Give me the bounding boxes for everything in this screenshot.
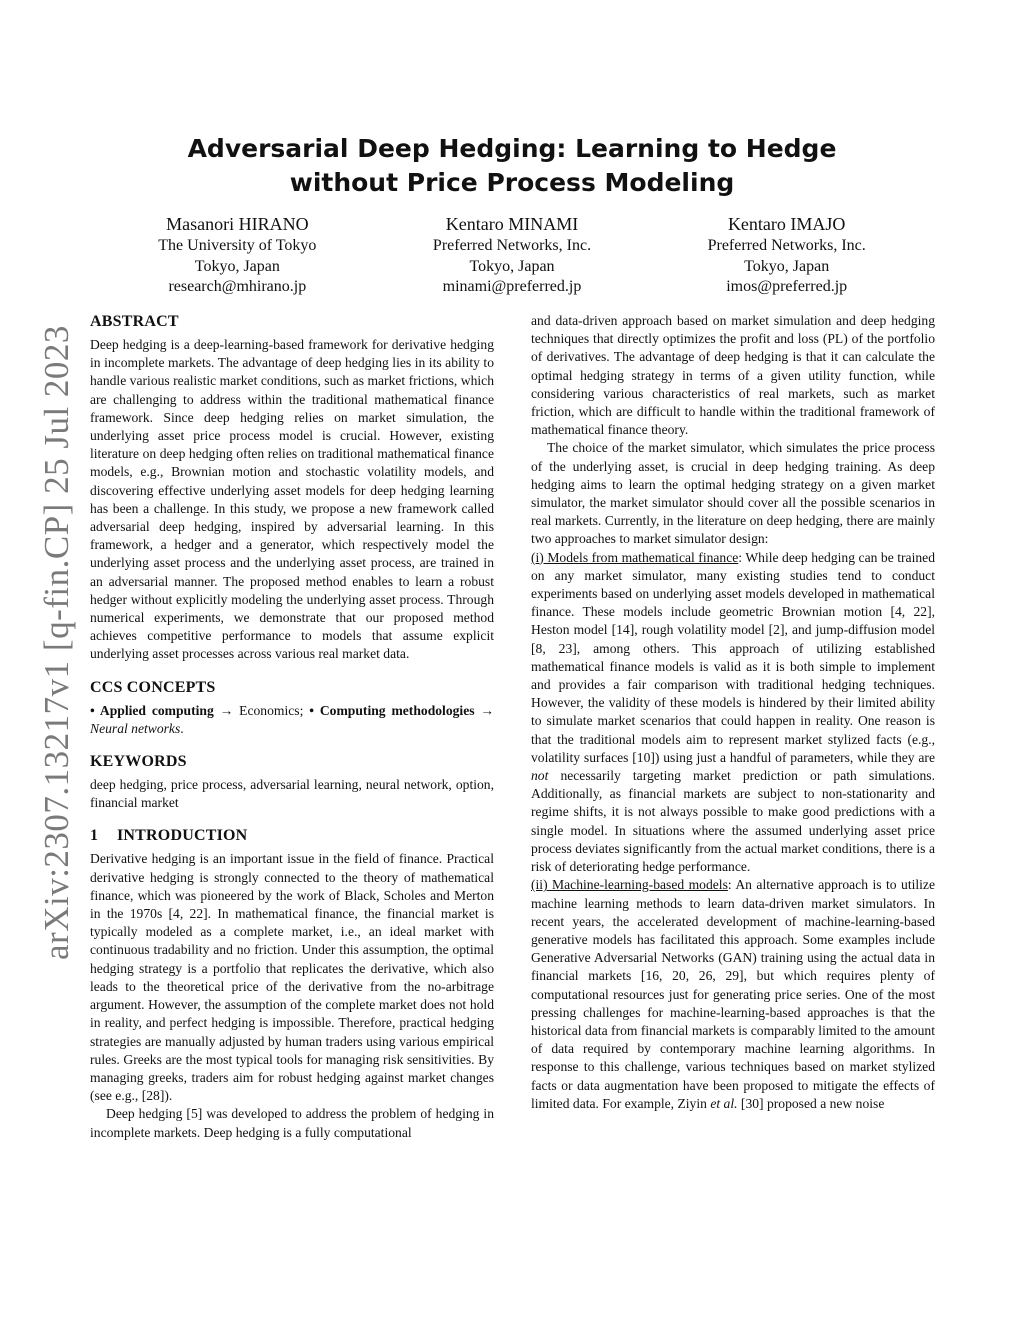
left-column xyxy=(90,312,494,1142)
author-location: Tokyo, Japan xyxy=(194,257,280,275)
ccs-arrow: → xyxy=(474,702,495,718)
introduction-heading xyxy=(90,826,494,846)
author-email[interactable]: research@mhirano.jp xyxy=(168,278,307,295)
approach-text-1a: : While deep hedging can be trained on any market simulator, many existing studies tend to conduct experiments based on underlying asset models developed in mathematical finance. These models include geometric Brownian motion [4, 22], Heston model [14], rough volatility model [2], and jump-diffusion model [8, 23], among others. This approach of utilizing established mathematical finance models is valid as it is both simple to implement and provides a fair comparison with traditional hedging techniques. However, the validity of these models is hindered by their limited ability to simulate market scenarios that could happen in reality. One reason is that the traditional models aim to represent market stylized facts (e.g., volatility surfaces [10]) using just a handful of parameters, while they are xyxy=(531,549,935,765)
title-line-2: without Price Process Modeling xyxy=(289,168,735,197)
paper-title xyxy=(130,132,894,200)
ccs-subterm-1: Economics xyxy=(239,702,300,718)
author-name: Masanori HIRANO xyxy=(166,214,309,234)
ccs-concepts xyxy=(90,702,494,738)
intro-paragraph-2: Deep hedging [5] was developed to address the problem of hedging in incomplete markets. Deep hedging is a fully computational xyxy=(90,1106,494,1140)
abstract-text: Deep hedging is a deep-learning-based framework for derivative hedging in incomplete markets. The advantage of deep hedging lies in its ability to handle various realistic market conditions, such as market frictions, which are challenging to address within the traditional mathematical finance framework. Since deep hedging relies on market simulation, the underlying asset price process model is crucial. However, existing literature on deep hedging often relies on traditional mathematical finance models, e.g., Brownian motion and stochastic volatility models, and discovering effective underlying asset models for deep hedging learning has been a challenge. In this study, we propose a new framework called adversarial deep hedging, inspired by adversarial learning. In this framework, a hedger and a generator, which respectively model the underlying asset process and the underlying asset process, are trained in an adversarial manner. The proposed method enables to learn a robust hedger without explicitly modeling the underlying asset process. Through numerical experiments, we demonstrate that our proposed method achieves competitive performance to models that assume explicit underlying asset processes across various real market data. xyxy=(90,337,494,662)
title-line-1: Adversarial Deep Hedging: Learning to Hedge xyxy=(187,134,837,163)
ccs-separator: ; xyxy=(299,702,310,718)
author-name: Kentaro MINAMI xyxy=(445,214,579,234)
approach-emphasis-1: not xyxy=(531,768,549,784)
approach-item-1 xyxy=(531,549,935,877)
author-location: Tokyo, Japan xyxy=(744,257,830,275)
approach-item-2 xyxy=(531,876,935,1113)
right-paragraph-2: The choice of the market simulator, which simulates the price process of the underlying asset, is crucial in deep hedging training. As deep hedging aims to learn the optimal hedging strategy on a given market simulator, the market simulator should cover all the possible scenarios in real markets. Currently, in the literature on deep hedging, there are mainly two approaches to market simulator design: xyxy=(531,440,935,547)
approach-emphasis-2: et al. xyxy=(710,1095,738,1111)
arxiv-identifier-text[interactable]: arXiv:2307.13217v1 [q-fin.CP] 25 Jul 2023 xyxy=(37,325,76,960)
ccs-term-2: • Computing methodologies xyxy=(309,702,475,718)
ccs-subterm-2: Neural networks xyxy=(90,720,181,736)
approach-text-1b: necessarily targeting market prediction or path simulations. Additionally, as financial markets are subject to non-stationarity and regime shifts, it is not always possible to make good predictions with a single model. In situations where the assumed underlying asset price process deviates significantly from the actual market conditions, there is a risk of deteriorating hedge performance. xyxy=(531,768,935,875)
intro-paragraph-1: Derivative hedging is an important issue in the field of finance. Practical derivative hedging is strongly connected to the theory of mathematical finance, which was pioneered by the work of Black, Scholes and Merton in the 1970s [4, 22]. In mathematical finance, the financial market is typically modeled as a complete market, i.e., an ideal market with continuous tradability and no friction. Under this assumption, the optimal hedging strategy is a portfolio that replicates the derivative, which also leads to the theoretical price of the derivative from the no-arbitrage argument. However, the assumption of the complete market does not hold in reality, and perfect hedging is impossible. Therefore, practical hedging strategies are manually adjusted by human traders using various empirical rules. Greeks are the most typical tools for managing risk sensitivities. By managing greeks, traders aim for robust hedging against market changes (see e.g., [28]). xyxy=(90,851,494,1104)
author-1 xyxy=(100,212,375,298)
approach-text-2b: [30] proposed a new noise xyxy=(737,1095,885,1111)
approach-text-2a: : An alternative approach is to utilize machine learning methods to learn data-driven market simulators. In recent years, the accelerated development of machine-learning-based generative models has facilitated this approach. Some examples include Generative Adversarial Networks (GAN) training using the actual data in financial markets [16, 20, 26, 29], but which requires plenty of computational resources just for generating price series. One of the most pressing challenges for machine-learning-based approaches is that the historical data from financial markets is comparably limited to the amount of data required by contemporary machine learning algorithms. In response to this challenge, various techniques based on market stylized facts or data augmentation have been proposed to mitigate the effects of limited data. For example, Ziyin xyxy=(531,877,935,1111)
ccs-arrow: → xyxy=(213,702,240,718)
right-paragraph-1: and data-driven approach based on market simulation and deep hedging techniques that directly optimizes the profit and loss (PL) of the portfolio of derivatives. The advantage of deep hedging is that it can calculate the optimal hedging strategy in terms of a given utility function, while considering various characteristics of real markets, such as market friction, which are difficult to handle within the traditional framework of mathematical finance theory. xyxy=(531,313,935,438)
keywords-text: deep hedging, price process, adversarial learning, neural network, option, financial market xyxy=(90,777,494,811)
author-affiliation: Preferred Networks, Inc. xyxy=(432,237,592,254)
section-number: 1 xyxy=(90,827,99,845)
author-3 xyxy=(649,212,924,298)
approach-label-2: (ii) Machine-learning-based models xyxy=(531,877,728,893)
abstract-heading: ABSTRACT xyxy=(90,313,179,330)
approach-label-1: (i) Models from mathematical finance xyxy=(531,549,739,565)
ccs-term-1: • Applied computing xyxy=(90,702,214,718)
author-location: Tokyo, Japan xyxy=(469,257,555,275)
ccs-heading: CCS CONCEPTS xyxy=(90,678,216,696)
author-affiliation: The University of Tokyo xyxy=(158,237,317,254)
section-title: INTRODUCTION xyxy=(117,827,248,845)
author-block xyxy=(100,212,924,298)
author-name: Kentaro IMAJO xyxy=(727,214,846,234)
author-affiliation: Preferred Networks, Inc. xyxy=(707,237,866,254)
ccs-end: . xyxy=(180,720,184,736)
author-2 xyxy=(375,212,650,298)
keywords-heading: KEYWORDS xyxy=(90,753,187,771)
right-column xyxy=(531,312,935,1113)
author-email[interactable]: minami@preferred.jp xyxy=(442,278,582,295)
author-email[interactable]: imos@preferred.jp xyxy=(726,278,848,295)
